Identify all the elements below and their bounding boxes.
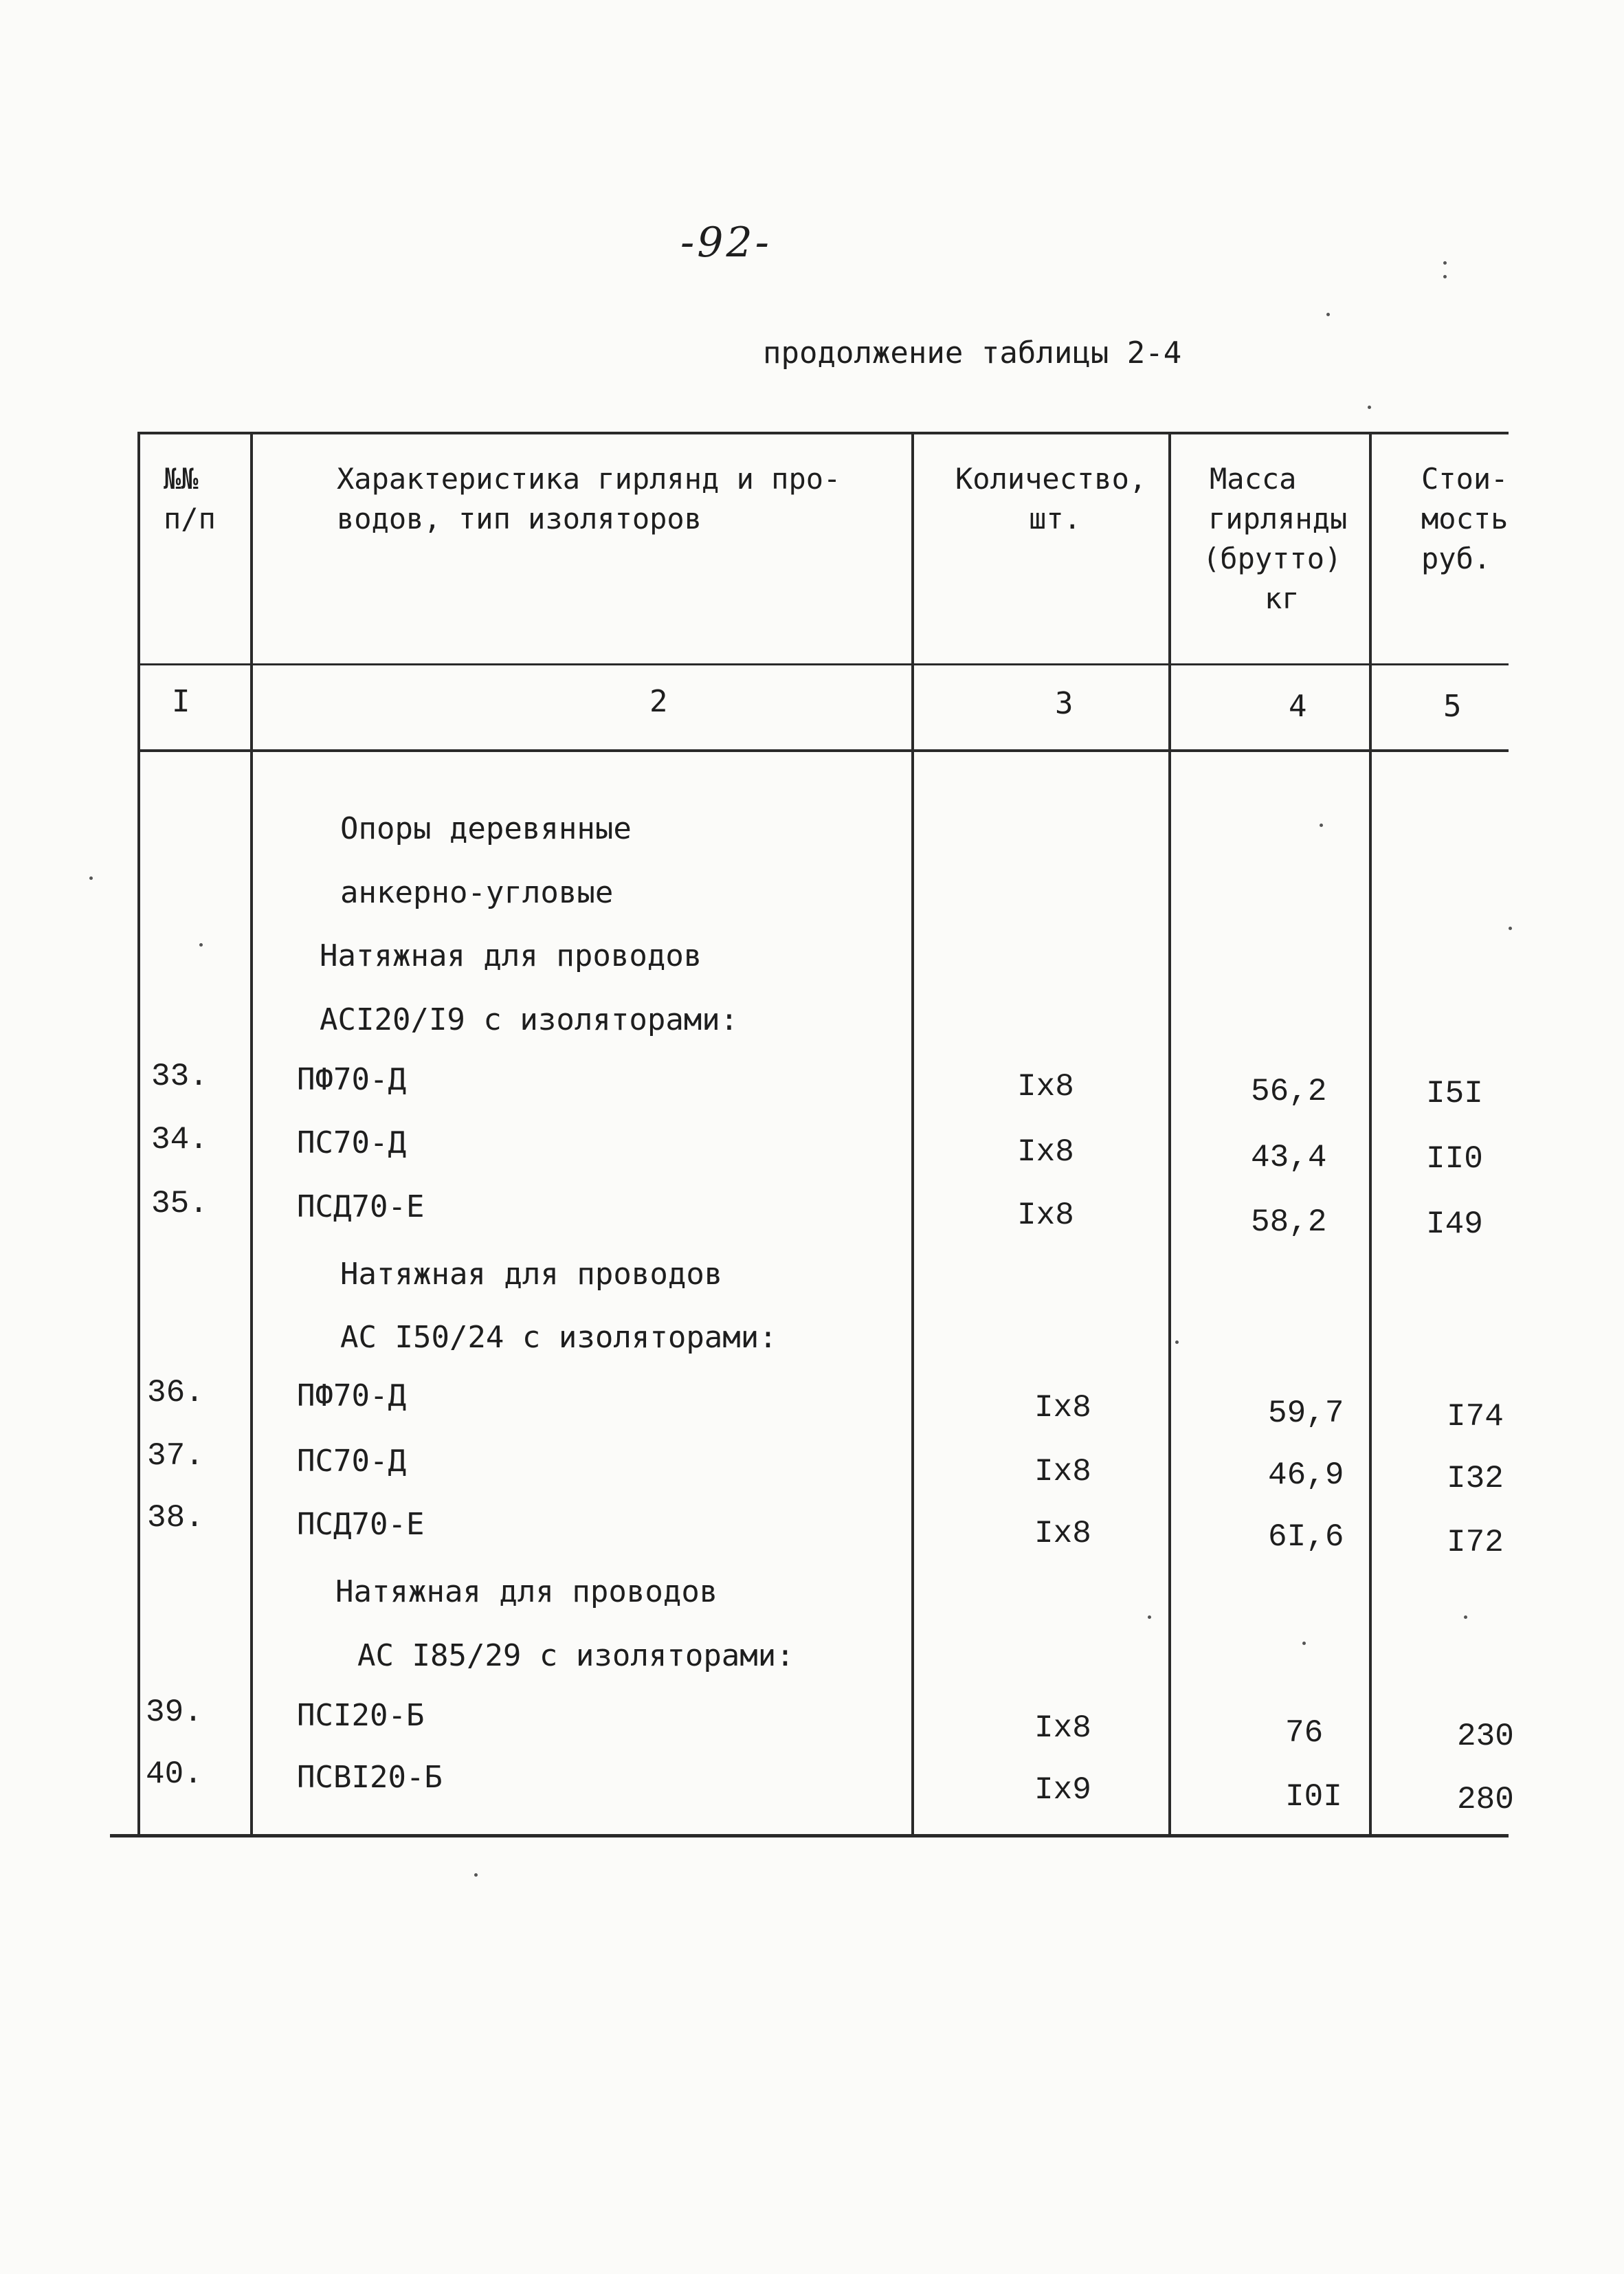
row-number: 36. bbox=[147, 1375, 204, 1411]
cost: I72 bbox=[1447, 1525, 1504, 1560]
insulator-type: ПСД70-Е bbox=[297, 1507, 425, 1542]
cost: 230 bbox=[1457, 1719, 1514, 1754]
header-col3 bbox=[955, 459, 1155, 539]
header-col4-line2: гирлянды bbox=[1208, 502, 1348, 536]
cost: 280 bbox=[1457, 1782, 1514, 1818]
header-col5 bbox=[1421, 459, 1508, 579]
header-col2-line2: водов, тип изоляторов bbox=[337, 502, 702, 536]
column-number-4: 4 bbox=[1289, 689, 1307, 724]
quantity: Iх8 bbox=[1017, 1197, 1074, 1233]
header-col3-line2: шт. bbox=[1029, 502, 1081, 536]
column-number-5: 5 bbox=[1443, 689, 1462, 724]
mass: 6I,6 bbox=[1268, 1519, 1344, 1555]
column-divider-4 bbox=[1369, 432, 1372, 1837]
quantity: Iх8 bbox=[1017, 1134, 1074, 1170]
column-divider-3 bbox=[1168, 432, 1171, 1837]
table-left-border bbox=[137, 432, 140, 1837]
row-number: 37. bbox=[147, 1438, 204, 1474]
column-number-divider bbox=[137, 749, 1509, 752]
quantity: Iх8 bbox=[1017, 1069, 1074, 1105]
insulator-type: ПФ70-Д bbox=[297, 1378, 406, 1413]
column-number-1: I bbox=[172, 684, 190, 719]
header-col4-line4: кг bbox=[1265, 582, 1300, 615]
header-col2 bbox=[337, 459, 841, 539]
quantity: Iх9 bbox=[1034, 1772, 1091, 1808]
header-col1-line1: №№ bbox=[164, 462, 199, 496]
column-divider-1 bbox=[250, 432, 253, 1837]
mass: 58,2 bbox=[1251, 1204, 1327, 1240]
column-number-2: 2 bbox=[649, 684, 668, 719]
insulator-type: ПСВI20-Б bbox=[297, 1760, 443, 1795]
row-number: 40. bbox=[146, 1756, 203, 1792]
column-number-3: 3 bbox=[1055, 686, 1074, 721]
header-divider bbox=[137, 663, 1509, 665]
header-col2-line1: Характеристика гирлянд и про- bbox=[337, 462, 841, 496]
header-col5-line3: руб. bbox=[1421, 542, 1491, 575]
page-number: -92- bbox=[680, 219, 772, 267]
header-col4-line3: (брутто) bbox=[1203, 542, 1342, 575]
cost: I32 bbox=[1447, 1461, 1504, 1497]
insulator-type: ПСI20-Б bbox=[297, 1698, 425, 1733]
section-2-subheading-2: АС I50/24 с изоляторами: bbox=[340, 1320, 777, 1355]
header-col1-line2: п/п bbox=[164, 502, 216, 536]
table-continuation-title: продолжение таблицы 2-4 bbox=[763, 335, 1182, 371]
cost: I74 bbox=[1447, 1399, 1504, 1435]
insulator-type: ПС70-Д bbox=[297, 1125, 406, 1160]
mass: 46,9 bbox=[1268, 1457, 1344, 1493]
quantity: Iх8 bbox=[1034, 1454, 1091, 1490]
mass: 43,4 bbox=[1251, 1140, 1327, 1175]
header-col5-line1: Стои- bbox=[1421, 462, 1509, 496]
quantity: Iх8 bbox=[1034, 1516, 1091, 1552]
section-1-heading-line1: Опоры деревянные bbox=[340, 811, 632, 846]
mass: I0I bbox=[1285, 1779, 1342, 1815]
cost: I49 bbox=[1426, 1206, 1483, 1242]
table-top-border bbox=[137, 432, 1509, 434]
header-col5-line2: мость bbox=[1421, 502, 1509, 536]
insulator-type: ПФ70-Д bbox=[297, 1062, 406, 1097]
cost: I5I bbox=[1426, 1076, 1483, 1112]
row-number: 35. bbox=[151, 1186, 208, 1222]
section-3-subheading-2: АС I85/29 с изоляторами: bbox=[357, 1638, 794, 1673]
header-col4 bbox=[1203, 459, 1347, 619]
table-bottom-border bbox=[110, 1834, 1509, 1837]
column-divider-2 bbox=[911, 432, 914, 1837]
section-3-subheading: Натяжная для проводов bbox=[335, 1574, 718, 1609]
quantity: Iх8 bbox=[1034, 1390, 1091, 1426]
section-2-subheading: Натяжная для проводов bbox=[340, 1257, 723, 1292]
header-col1 bbox=[164, 459, 216, 539]
insulator-type: ПС70-Д bbox=[297, 1444, 406, 1479]
row-number: 33. bbox=[151, 1059, 208, 1094]
section-1-subheading-2: АСI20/I9 с изоляторами: bbox=[320, 1002, 739, 1037]
row-number: 39. bbox=[146, 1695, 203, 1730]
mass: 59,7 bbox=[1268, 1395, 1344, 1431]
mass: 76 bbox=[1285, 1715, 1324, 1751]
quantity: Iх8 bbox=[1034, 1710, 1091, 1746]
row-number: 38. bbox=[147, 1500, 204, 1536]
row-number: 34. bbox=[151, 1122, 208, 1158]
section-1-subheading: Натяжная для проводов bbox=[320, 938, 702, 973]
mass: 56,2 bbox=[1251, 1074, 1327, 1110]
header-col4-line1: Масса bbox=[1210, 462, 1297, 496]
cost: II0 bbox=[1426, 1141, 1483, 1177]
section-1-heading-line2: анкерно-угловые bbox=[340, 875, 614, 910]
header-col3-line1: Количество, bbox=[955, 462, 1147, 496]
insulator-type: ПСД70-Е bbox=[297, 1189, 425, 1224]
